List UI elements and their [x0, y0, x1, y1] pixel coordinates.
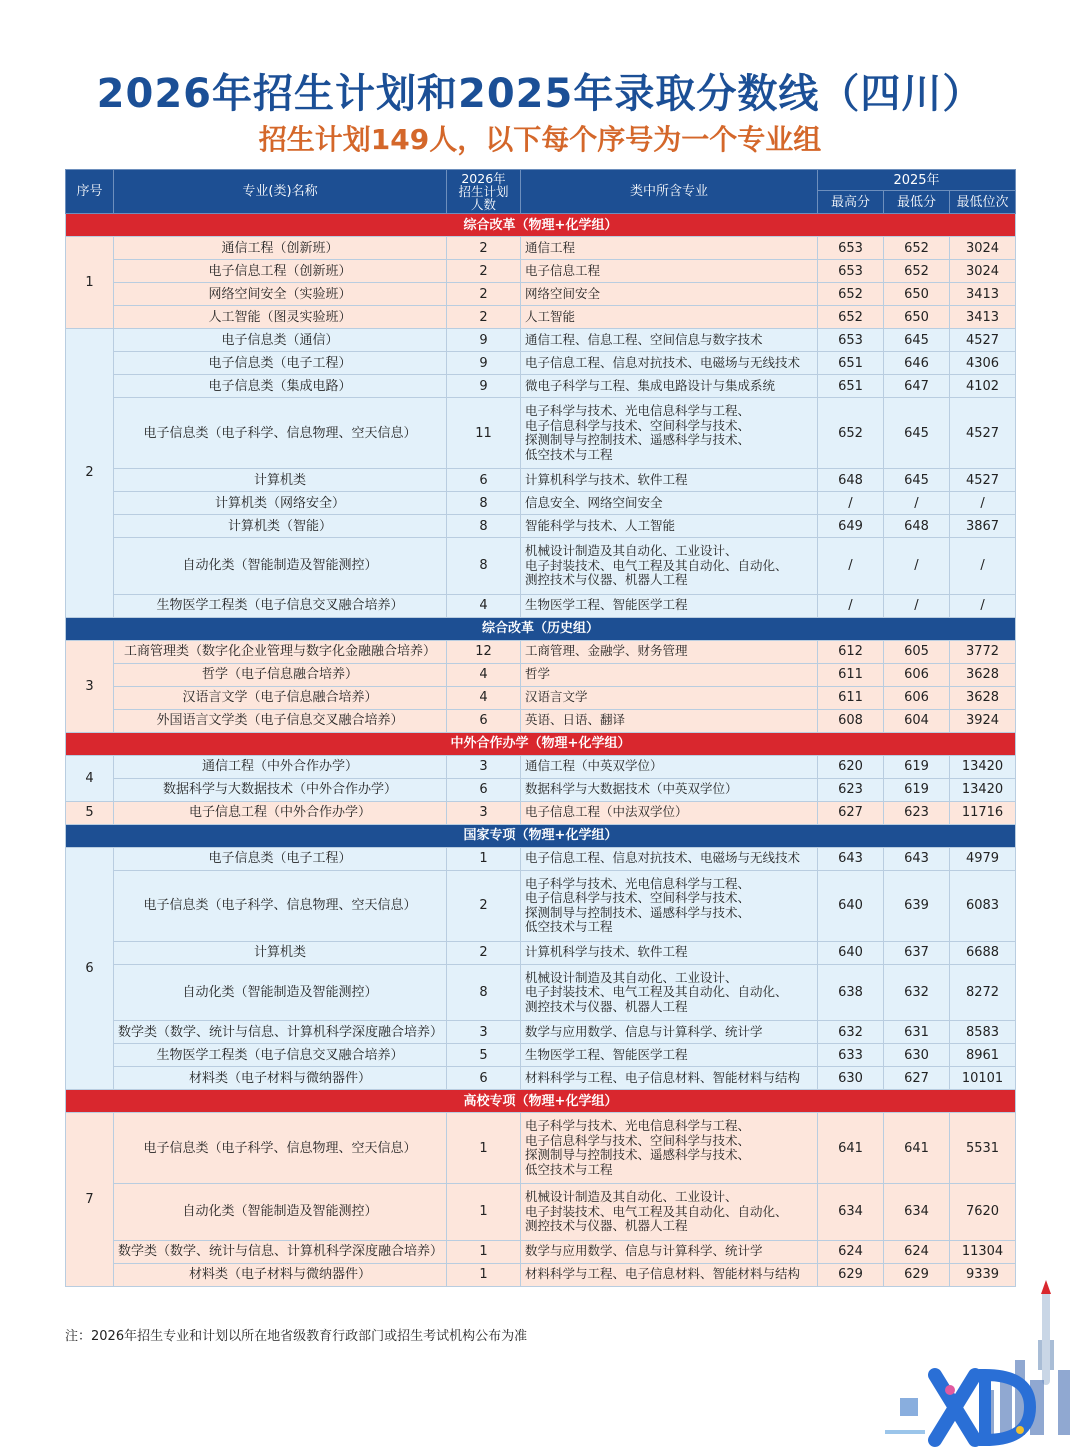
major-name: 哲学（电子信息融合培养）	[114, 663, 447, 686]
score-max: 651	[818, 375, 884, 398]
rank-min: 7620	[950, 1184, 1016, 1241]
plan-count: 1	[447, 1263, 521, 1286]
major-name: 人工智能（图灵实验班）	[114, 306, 447, 329]
table-row	[66, 640, 1016, 663]
included-majors: 英语、日语、翻译	[521, 709, 818, 732]
score-max: 634	[818, 1184, 884, 1241]
included-majors: 微电子科学与工程、集成电路设计与集成系统	[521, 375, 818, 398]
rank-min: 6083	[950, 870, 1016, 941]
major-name: 网络空间安全（实验班）	[114, 283, 447, 306]
major-name: 电子信息类（通信）	[114, 329, 447, 352]
section-band	[66, 824, 1016, 847]
score-min: 629	[884, 1263, 950, 1286]
section-band	[66, 732, 1016, 755]
rank-min: 3413	[950, 306, 1016, 329]
included-majors: 生物医学工程、智能医学工程	[521, 1044, 818, 1067]
rank-min: 5531	[950, 1113, 1016, 1184]
score-max: 620	[818, 755, 884, 778]
table-row	[66, 870, 1016, 941]
included-majors: 机械设计制造及其自动化、工业设计、 电子封装技术、电气工程及其自动化、自动化、 测控技术与仪器、机器人工程	[521, 1184, 818, 1241]
included-majors: 机械设计制造及其自动化、工业设计、 电子封装技术、电气工程及其自动化、自动化、 测控技术与仪器、机器人工程	[521, 538, 818, 595]
rank-min: 3924	[950, 709, 1016, 732]
included-majors: 通信工程	[521, 237, 818, 260]
header-year: 2025年	[818, 170, 1016, 191]
score-max: 633	[818, 1044, 884, 1067]
included-majors: 人工智能	[521, 306, 818, 329]
score-max: 652	[818, 398, 884, 469]
major-name: 外国语言文学类（电子信息交叉融合培养）	[114, 709, 447, 732]
section-band	[66, 214, 1016, 237]
score-min: 623	[884, 801, 950, 824]
rank-min: 3772	[950, 640, 1016, 663]
score-min: 606	[884, 663, 950, 686]
included-majors: 智能科学与技术、人工智能	[521, 515, 818, 538]
table-row	[66, 778, 1016, 801]
major-name: 生物医学工程类（电子信息交叉融合培养）	[114, 1044, 447, 1067]
plan-count: 1	[447, 1113, 521, 1184]
included-majors: 信息安全、网络空间安全	[521, 492, 818, 515]
plan-count: 11	[447, 398, 521, 469]
included-majors: 电子科学与技术、光电信息科学与工程、 电子信息科学与技术、空间科学与技术、 探测制导与控制技术、遥感科学与技术、 低空技术与工程	[521, 398, 818, 469]
score-max: /	[818, 492, 884, 515]
rank-min: 4979	[950, 847, 1016, 870]
major-name: 数学类（数学、统计与信息、计算机科学深度融合培养）	[114, 1021, 447, 1044]
table-row	[66, 538, 1016, 595]
score-max: 623	[818, 778, 884, 801]
major-name: 电子信息类（集成电路）	[114, 375, 447, 398]
table-row	[66, 398, 1016, 469]
table-header	[66, 170, 1016, 214]
score-min: 641	[884, 1113, 950, 1184]
plan-count: 1	[447, 847, 521, 870]
rank-min: /	[950, 538, 1016, 595]
score-max: 630	[818, 1067, 884, 1090]
rank-min: 10101	[950, 1067, 1016, 1090]
plan-count: 9	[447, 352, 521, 375]
group-seq: 3	[66, 640, 114, 732]
included-majors: 数学与应用数学、信息与计算科学、统计学	[521, 1021, 818, 1044]
score-max: 649	[818, 515, 884, 538]
score-max: 652	[818, 306, 884, 329]
major-name: 通信工程（创新班）	[114, 237, 447, 260]
plan-count: 2	[447, 870, 521, 941]
score-min: /	[884, 594, 950, 617]
score-min: 605	[884, 640, 950, 663]
header-seq: 序号	[66, 170, 114, 214]
table-row	[66, 1021, 1016, 1044]
rank-min: 8583	[950, 1021, 1016, 1044]
included-majors: 电子科学与技术、光电信息科学与工程、 电子信息科学与技术、空间科学与技术、 探测制导与控制技术、遥感科学与技术、 低空技术与工程	[521, 870, 818, 941]
score-max: 653	[818, 260, 884, 283]
major-name: 自动化类（智能制造及智能测控）	[114, 964, 447, 1021]
score-min: 650	[884, 283, 950, 306]
table-row	[66, 306, 1016, 329]
rank-min: /	[950, 594, 1016, 617]
header-plan: 2026年 招生计划 人数	[447, 170, 521, 214]
included-majors: 电子科学与技术、光电信息科学与工程、 电子信息科学与技术、空间科学与技术、 探测制导与控制技术、遥感科学与技术、 低空技术与工程	[521, 1113, 818, 1184]
major-name: 材料类（电子材料与微纳器件）	[114, 1067, 447, 1090]
page-title: 2026年招生计划和2025年录取分数线（四川）	[96, 71, 984, 117]
table-row	[66, 847, 1016, 870]
rank-min: 3413	[950, 283, 1016, 306]
plan-count: 4	[447, 686, 521, 709]
major-name: 工商管理类（数字化企业管理与数字化金融融合培养）	[114, 640, 447, 663]
major-name: 电子信息类（电子工程）	[114, 847, 447, 870]
score-max: 632	[818, 1021, 884, 1044]
score-min: 639	[884, 870, 950, 941]
header-min: 最低分	[884, 191, 950, 214]
included-majors: 通信工程（中英双学位）	[521, 755, 818, 778]
score-min: 645	[884, 398, 950, 469]
table-row	[66, 709, 1016, 732]
page-subtitle: 招生计划149人，以下每个序号为一个专业组	[258, 123, 822, 156]
plan-count: 4	[447, 594, 521, 617]
plan-count: 12	[447, 640, 521, 663]
score-min: 627	[884, 1067, 950, 1090]
plan-count: 2	[447, 283, 521, 306]
section-label: 综合改革（历史组）	[66, 617, 1016, 640]
table-row	[66, 329, 1016, 352]
major-name: 电子信息类（电子科学、信息物理、空天信息）	[114, 870, 447, 941]
table-row	[66, 1044, 1016, 1067]
footnote: 注：2026年招生专业和计划以所在地省级教育行政部门或招生考试机构公布为准	[65, 1329, 528, 1344]
table-body	[66, 214, 1016, 1287]
included-majors: 哲学	[521, 663, 818, 686]
major-name: 电子信息类（电子科学、信息物理、空天信息）	[114, 398, 447, 469]
score-min: 624	[884, 1240, 950, 1263]
table-row	[66, 260, 1016, 283]
major-name: 生物医学工程类（电子信息交叉融合培养）	[114, 594, 447, 617]
score-max: 653	[818, 329, 884, 352]
plan-count: 6	[447, 1067, 521, 1090]
score-min: 634	[884, 1184, 950, 1241]
included-majors: 材料科学与工程、电子信息材料、智能材料与结构	[521, 1067, 818, 1090]
header-rank: 最低位次	[950, 191, 1016, 214]
plan-count: 8	[447, 964, 521, 1021]
rank-min: 4102	[950, 375, 1016, 398]
score-max: 651	[818, 352, 884, 375]
score-max: 648	[818, 469, 884, 492]
score-max: 638	[818, 964, 884, 1021]
table-row	[66, 237, 1016, 260]
plan-count: 2	[447, 941, 521, 964]
score-max: 643	[818, 847, 884, 870]
score-min: 631	[884, 1021, 950, 1044]
score-max: 653	[818, 237, 884, 260]
score-max: 652	[818, 283, 884, 306]
header-name: 专业(类)名称	[114, 170, 447, 214]
score-max: 629	[818, 1263, 884, 1286]
section-label: 中外合作办学（物理+化学组）	[66, 732, 1016, 755]
included-majors: 机械设计制造及其自动化、工业设计、 电子封装技术、电气工程及其自动化、自动化、 测控技术与仪器、机器人工程	[521, 964, 818, 1021]
score-max: 624	[818, 1240, 884, 1263]
included-majors: 材料科学与工程、电子信息材料、智能材料与结构	[521, 1263, 818, 1286]
score-max: 612	[818, 640, 884, 663]
included-majors: 工商管理、金融学、财务管理	[521, 640, 818, 663]
score-min: 650	[884, 306, 950, 329]
major-name: 电子信息类（电子工程）	[114, 352, 447, 375]
table-row	[66, 1184, 1016, 1241]
table-row	[66, 686, 1016, 709]
plan-count: 2	[447, 306, 521, 329]
plan-count: 6	[447, 469, 521, 492]
group-seq: 2	[66, 329, 114, 618]
major-name: 数据科学与大数据技术（中外合作办学）	[114, 778, 447, 801]
major-name: 通信工程（中外合作办学）	[114, 755, 447, 778]
score-min: 619	[884, 778, 950, 801]
table-row	[66, 941, 1016, 964]
rank-min: 3024	[950, 237, 1016, 260]
plan-count: 9	[447, 375, 521, 398]
included-majors: 电子信息工程	[521, 260, 818, 283]
score-min: 652	[884, 260, 950, 283]
table-row	[66, 283, 1016, 306]
score-min: 647	[884, 375, 950, 398]
xidian-decoration-graphic	[880, 1280, 1080, 1455]
header-max: 最高分	[818, 191, 884, 214]
rank-min: 3024	[950, 260, 1016, 283]
rank-min: 4306	[950, 352, 1016, 375]
section-label: 综合改革（物理+化学组）	[66, 214, 1016, 237]
included-majors: 生物医学工程、智能医学工程	[521, 594, 818, 617]
table-row	[66, 594, 1016, 617]
major-name: 自动化类（智能制造及智能测控）	[114, 1184, 447, 1241]
group-seq: 5	[66, 801, 114, 824]
score-min: 637	[884, 941, 950, 964]
section-label: 国家专项（物理+化学组）	[66, 824, 1016, 847]
score-min: 646	[884, 352, 950, 375]
admission-table	[65, 169, 1016, 1287]
included-majors: 电子信息工程、信息对抗技术、电磁场与无线技术	[521, 352, 818, 375]
table-row	[66, 375, 1016, 398]
score-min: 643	[884, 847, 950, 870]
included-majors: 数学与应用数学、信息与计算科学、统计学	[521, 1240, 818, 1263]
included-majors: 计算机科学与技术、软件工程	[521, 941, 818, 964]
rocket-icon	[1038, 1280, 1054, 1385]
group-seq: 6	[66, 847, 114, 1090]
rank-min: 3628	[950, 686, 1016, 709]
plan-count: 6	[447, 709, 521, 732]
rank-min: 9339	[950, 1263, 1016, 1286]
rank-min: 4527	[950, 329, 1016, 352]
included-majors: 汉语言文学	[521, 686, 818, 709]
score-min: 645	[884, 469, 950, 492]
group-seq: 7	[66, 1113, 114, 1287]
score-max: 627	[818, 801, 884, 824]
score-max: /	[818, 594, 884, 617]
score-min: 606	[884, 686, 950, 709]
table-row	[66, 1113, 1016, 1184]
included-majors: 电子信息工程（中法双学位）	[521, 801, 818, 824]
score-min: 604	[884, 709, 950, 732]
rank-min: 13420	[950, 778, 1016, 801]
score-max: 611	[818, 686, 884, 709]
plan-count: 1	[447, 1184, 521, 1241]
included-majors: 网络空间安全	[521, 283, 818, 306]
table-row	[66, 663, 1016, 686]
score-max: 640	[818, 870, 884, 941]
section-label: 高校专项（物理+化学组）	[66, 1090, 1016, 1113]
plan-count: 3	[447, 755, 521, 778]
table-row	[66, 1263, 1016, 1286]
major-name: 自动化类（智能制造及智能测控）	[114, 538, 447, 595]
score-min: /	[884, 538, 950, 595]
table-row	[66, 515, 1016, 538]
table-row	[66, 755, 1016, 778]
plan-count: 8	[447, 538, 521, 595]
rank-min: 4527	[950, 398, 1016, 469]
score-max: 611	[818, 663, 884, 686]
table-row	[66, 964, 1016, 1021]
major-name: 电子信息类（电子科学、信息物理、空天信息）	[114, 1113, 447, 1184]
plan-count: 5	[447, 1044, 521, 1067]
plan-count: 3	[447, 801, 521, 824]
rank-min: 3628	[950, 663, 1016, 686]
score-max: 640	[818, 941, 884, 964]
table-row	[66, 469, 1016, 492]
plan-count: 2	[447, 237, 521, 260]
included-majors: 数据科学与大数据技术（中英双学位）	[521, 778, 818, 801]
plan-count: 9	[447, 329, 521, 352]
score-min: 652	[884, 237, 950, 260]
plan-count: 6	[447, 778, 521, 801]
table-row	[66, 1240, 1016, 1263]
major-name: 计算机类（网络安全）	[114, 492, 447, 515]
major-name: 电子信息工程（创新班）	[114, 260, 447, 283]
group-seq: 1	[66, 237, 114, 329]
major-name: 计算机类	[114, 469, 447, 492]
major-name: 材料类（电子材料与微纳器件）	[114, 1263, 447, 1286]
section-band	[66, 617, 1016, 640]
major-name: 数学类（数学、统计与信息、计算机科学深度融合培养）	[114, 1240, 447, 1263]
major-name: 计算机类（智能）	[114, 515, 447, 538]
score-min: 619	[884, 755, 950, 778]
table-row	[66, 352, 1016, 375]
plan-count: 2	[447, 260, 521, 283]
plan-count: 4	[447, 663, 521, 686]
rank-min: 8961	[950, 1044, 1016, 1067]
score-min: 648	[884, 515, 950, 538]
plan-count: 3	[447, 1021, 521, 1044]
score-min: /	[884, 492, 950, 515]
major-name: 电子信息工程（中外合作办学）	[114, 801, 447, 824]
score-min: 645	[884, 329, 950, 352]
rank-min: 4527	[950, 469, 1016, 492]
header-majors: 类中所含专业	[521, 170, 818, 214]
major-name: 汉语言文学（电子信息融合培养）	[114, 686, 447, 709]
table-row	[66, 801, 1016, 824]
plan-count: 8	[447, 492, 521, 515]
major-name: 计算机类	[114, 941, 447, 964]
plan-count: 1	[447, 1240, 521, 1263]
score-min: 630	[884, 1044, 950, 1067]
rank-min: /	[950, 492, 1016, 515]
score-max: 608	[818, 709, 884, 732]
rank-min: 13420	[950, 755, 1016, 778]
rank-min: 11716	[950, 801, 1016, 824]
rank-min: 11304	[950, 1240, 1016, 1263]
table-row	[66, 492, 1016, 515]
rank-min: 6688	[950, 941, 1016, 964]
table-row	[66, 1067, 1016, 1090]
included-majors: 电子信息工程、信息对抗技术、电磁场与无线技术	[521, 847, 818, 870]
section-band	[66, 1090, 1016, 1113]
score-max: /	[818, 538, 884, 595]
score-min: 632	[884, 964, 950, 1021]
included-majors: 通信工程、信息工程、空间信息与数字技术	[521, 329, 818, 352]
rank-min: 3867	[950, 515, 1016, 538]
included-majors: 计算机科学与技术、软件工程	[521, 469, 818, 492]
group-seq: 4	[66, 755, 114, 801]
rank-min: 8272	[950, 964, 1016, 1021]
plan-count: 8	[447, 515, 521, 538]
score-max: 641	[818, 1113, 884, 1184]
